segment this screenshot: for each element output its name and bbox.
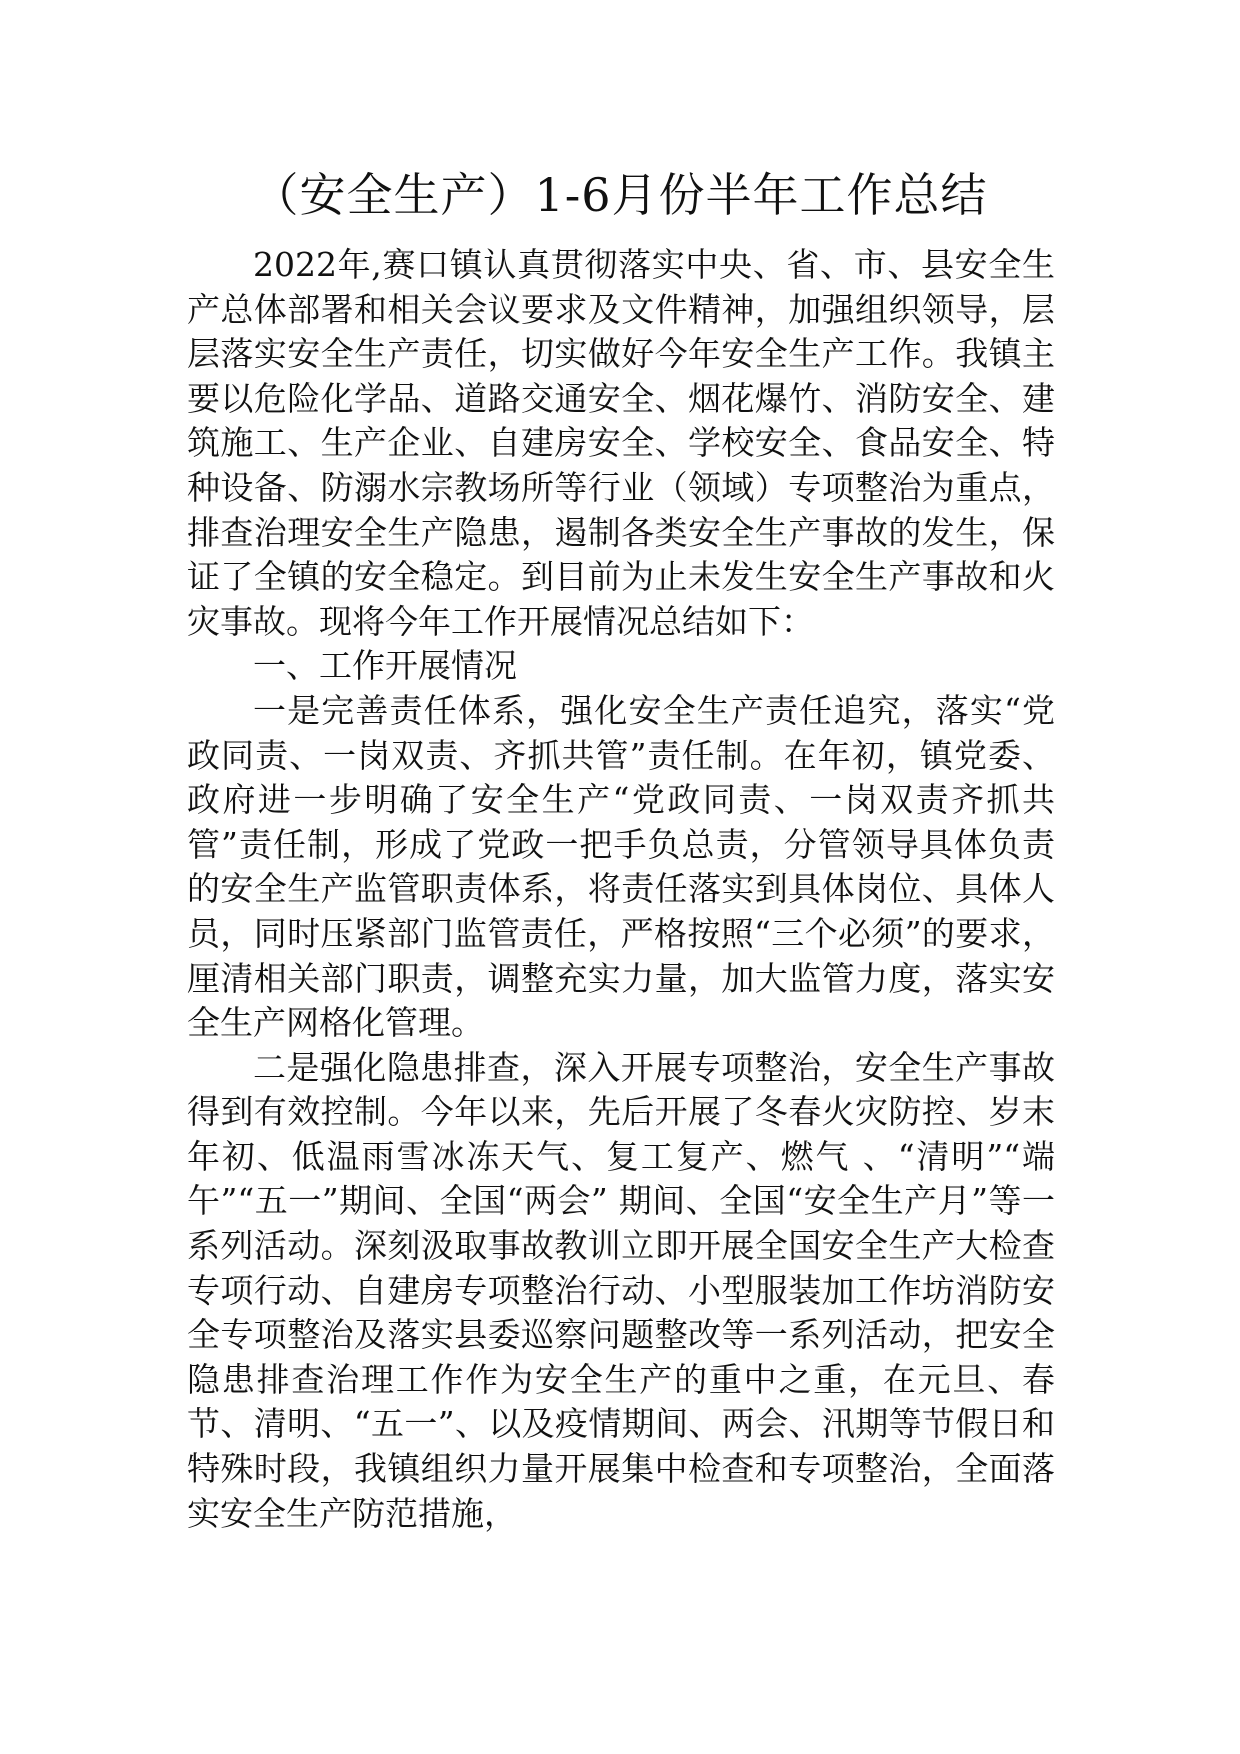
section-heading: 一、工作开展情况 [253, 646, 517, 686]
section-paragraph-1: 一是完善责任体系，强化安全生产责任追究，落实“党政同责、一岗双责、齐抓共管”责任制。在年初，镇党委、政府进一步明确了安全生产“党政同责、一岗双责齐抓共管”责任制，形成了党政一把手负总责，分管领导具体负责的安全生产监管职责体系，将责任落实到具体岗位、具体人员，同时压紧部门监管责任，严格按照“三个必须”的要求，厘清相关部门职责，调整充实力量，加大监管力度，落实安全生产网格化管理。 [187, 690, 1055, 1043]
document-body [187, 243, 1055, 1536]
section-paragraph-2: 二是强化隐患排查，深入开展专项整治，安全生产事故得到有效控制。今年以来，先后开展了冬春火灾防控、岁末年初、低温雨雪冰冻天气、复工复产、燃气 、“清明”“端午”“五一”期间、全国“两会” 期间、全国“安全生产月”等一系列活动。深刻汲取事故教训立即开展全国安全生产大检查专项行动、自建房专项整治行动、小型服装加工作坊消防安全专项整治及落实县委巡察问题整改等一系列活动，把安全隐患排查治理工作作为安全生产的重中之重，在元旦、春节、清明、“五一”、以及疫情期间、两会、汛期等节假日和特殊时段，我镇组织力量开展集中检查和专项整治，全面落实安全生产防范措施， [187, 1047, 1055, 1533]
intro-paragraph: 2022年,赛口镇认真贯彻落实中央、省、市、县安全生产总体部署和相关会议要求及文件精神，加强组织领导，层层落实安全生产责任，切实做好今年安全生产工作。我镇主要以危险化学品、道路交通安全、烟花爆竹、消防安全、建筑施工、生产企业、自建房安全、学校安全、食品安全、特种设备、防溺水宗教场所等行业（领域）专项整治为重点，排查治理安全生产隐患，遏制各类安全生产事故的发生，保证了全镇的安全稳定。到目前为止未发生安全生产事故和火灾事故。现将今年工作开展情况总结如下： [187, 245, 1055, 641]
document-title: （安全生产）1-6月份半年工作总结 [252, 168, 988, 222]
